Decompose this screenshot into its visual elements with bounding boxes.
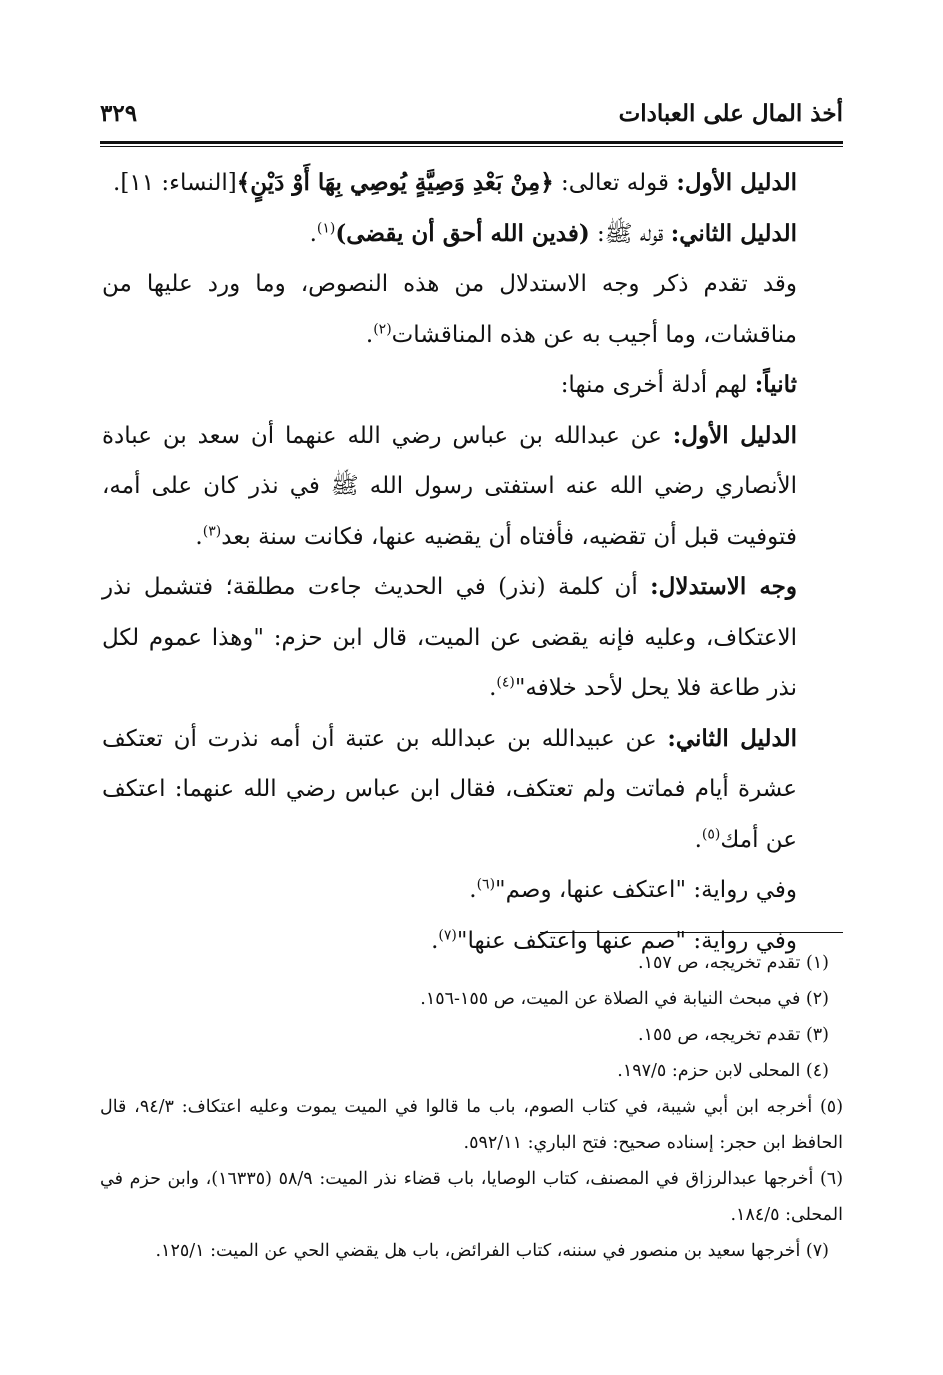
punctuation: . <box>309 220 317 247</box>
paragraph-inference <box>102 562 843 714</box>
paragraph-discussion <box>102 259 843 360</box>
inference-label: وجه الاستدلال: <box>650 573 797 600</box>
paragraph-secondly <box>102 360 843 411</box>
paragraph-text: عن عبيدالله بن عبدالله بن عتبة أن أمه نذرت أن تعتكف عشرة أيام فماتت ولم تعتكف، فقال ابن عباس رضي الله عنهما: اعتكف عن أمك <box>102 725 797 853</box>
header-rule-thin <box>100 146 843 147</box>
punctuation: . <box>489 675 497 701</box>
footnote-ref[interactable]: (١) <box>316 219 336 236</box>
punctuation: . <box>469 877 477 903</box>
header-title: أخذ المال على العبادات <box>618 100 843 127</box>
paragraph-evidence-2 <box>102 209 843 260</box>
paragraph-evidence-second <box>102 714 843 866</box>
paragraph-narration-1 <box>102 865 843 916</box>
footnote-item: (٢) في مبحث النيابة في الصلاة عن الميت، ص ١٥٥-١٥٦. <box>420 989 829 1009</box>
quran-reference: [النساء: ١١]. <box>113 170 237 196</box>
paragraph-text: وفي رواية: "اعتكف عنها، وصم" <box>495 877 797 903</box>
paragraph-text: أن كلمة (نذر) في الحديث جاءت مطلقة؛ فتشمل نذر الاعتكاف، وعليه فإنه يقضى عن الميت، قال ابن حزم: "وهذا عموم لكل نذر طاعة فلا يحل لأحد خلافه" <box>102 574 797 701</box>
paragraph-text: وقد تقدم ذكر وجه الاستدلال من هذه النصوص، وما ورد عليها من مناقشات، وما أجيب به عن هذه المناقشات <box>102 271 797 348</box>
main-text <box>102 158 843 966</box>
paragraph-text: قوله تعالى: <box>553 170 677 196</box>
footnote-item: (٦) أخرجها عبدالرزاق في المصنف، كتاب الوصايا، باب قضاء نذر الميت: ٥٨/٩ (١٦٣٣٥)، وابن حزم في المحلى: ١٨٤/٥. <box>100 1169 844 1225</box>
footnote-item: (٣) تقدم تخريجه، ص ١٥٥. <box>637 1025 829 1045</box>
paragraph-evidence-1 <box>102 158 843 209</box>
paragraph-text: وفي رواية: "صم عنها واعتكف عنها" <box>456 927 797 954</box>
evidence-label: الدليل الأول: <box>676 169 797 196</box>
footnote-ref[interactable]: (٤) <box>496 674 515 691</box>
punctuation: . <box>195 523 203 550</box>
footnote-item: (٧) أخرجها سعيد بن منصور في سننه، كتاب الفرائض، باب هل يقضي الحي عن الميت: ١٢٥/١. <box>155 1241 829 1261</box>
footnote-ref[interactable]: (٧) <box>438 926 457 943</box>
footnote-ref[interactable]: (٥) <box>701 825 721 842</box>
footnote-separator <box>540 932 843 933</box>
punctuation: . <box>694 826 702 853</box>
evidence-label: الدليل الثاني: <box>670 219 797 247</box>
footnote-item: (٥) أخرجه ابن أبي شيبة، في كتاب الصوم، باب ما قالوا في الميت يموت وعليه اعتكاف: ٩٤/٣، قال الحافظ ابن حجر: إسناده صحيح: فتح الباري: ٥٩٢/١١. <box>100 1097 844 1153</box>
quran-verse: ﴿مِنْ بَعْدِ وَصِيَّةٍ يُوصِي بِهَا أَوْ دَيْنٍ﴾ <box>236 169 554 196</box>
punctuation: . <box>431 927 439 954</box>
paragraph-evidence-first <box>102 411 843 563</box>
footnote-ref[interactable]: (٦) <box>476 876 496 893</box>
paragraph-text: عن عبدالله بن عباس رضي الله عنهما أن سعد بن عبادة الأنصاري رضي الله عنه استفتى رسول الله ﷺ في نذر كان على أمه، فتوفيت قبل أن تقضيه، فأفتاه أن يقضيه عنها، فكانت سنة بعد <box>102 422 797 550</box>
header-rule-thick <box>100 141 843 144</box>
footnote-item: (١) تقدم تخريجه، ص ١٥٧. <box>637 953 829 973</box>
footnote-ref[interactable]: (٢) <box>373 320 392 337</box>
running-header <box>100 98 843 138</box>
hadith-quote: (فدين الله أحق أن يقضى) <box>335 219 590 247</box>
footnote-item: (٤) المحلى لابن حزم: ١٩٧/٥. <box>617 1061 829 1081</box>
section-label: ثانياً: <box>754 371 797 398</box>
footnote-ref[interactable]: (٣) <box>202 522 222 539</box>
page-number: ٣٢٩ <box>100 100 138 127</box>
evidence-label: الدليل الأول: <box>672 421 797 449</box>
punctuation: . <box>365 321 374 348</box>
paragraph-text: لهم أدلة أخرى منها: <box>560 372 755 398</box>
footnotes <box>100 945 843 1269</box>
paragraph-text: قوله ﷺ: <box>589 220 671 247</box>
evidence-label: الدليل الثاني: <box>667 724 797 752</box>
